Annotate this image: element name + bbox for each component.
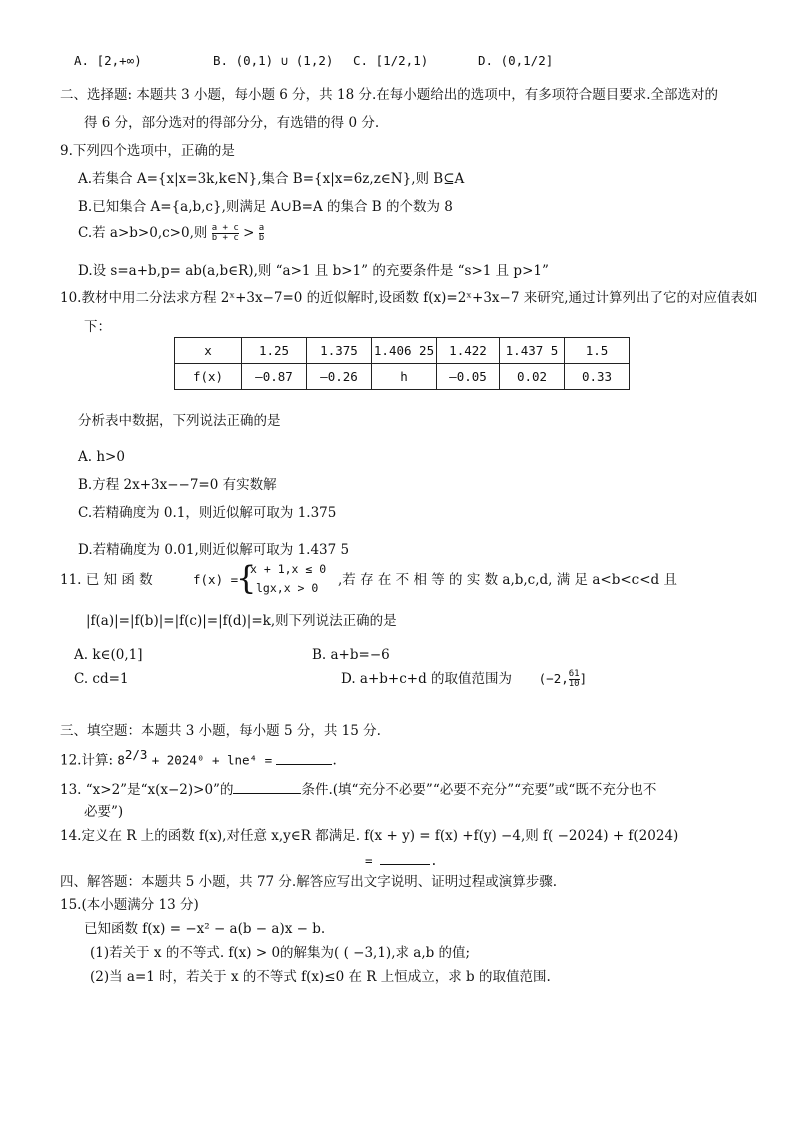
section4-heading: 四、解答题：本题共 5 小题，共 77 分.解答应写出文字说明、证明过程或演算步骤. — [60, 874, 558, 890]
q11-stem-post: ,若 存 在 不 相 等 的 实 数 a,b,c,d, 满 足 a<b<c<d 且 — [338, 572, 677, 588]
q9-c-op: > — [243, 225, 255, 241]
table-cell: 1.437 5 — [500, 338, 565, 364]
table-cell: 0.33 — [565, 364, 630, 390]
frac-numerator: 61 — [568, 669, 580, 679]
q15-part-2: (2)当 a=1 时，若关于 x 的不等式 f(x)≤0 在 R 上恒成立，求 b 的取值范围. — [90, 969, 551, 985]
q12 — [60, 746, 337, 770]
frac-denominator: 10 — [568, 679, 580, 689]
section3-heading: 三、填空题：本题共 3 小题，每小题 5 分，共 15 分. — [60, 723, 381, 739]
q14-answer-blank[interactable] — [380, 851, 430, 865]
table-cell: —0.87 — [242, 364, 307, 390]
q9-c-fraction-1 — [212, 224, 239, 243]
q14-equals: = — [365, 853, 373, 868]
q13-cont: 必要”) — [84, 804, 124, 820]
q11-d-range-right: ] — [579, 671, 588, 686]
q11-option-d — [341, 670, 587, 689]
q13-answer-blank[interactable] — [233, 780, 301, 794]
table-cell: 1.422 — [437, 338, 500, 364]
q11-case-1: x + 1,x ≤ 0 — [250, 562, 327, 576]
q8-option-c: C. [1/2,1) — [353, 53, 429, 68]
table-cell: 1.5 — [565, 338, 630, 364]
q12-base: 8 — [117, 752, 125, 768]
q13-text-pre: 13. “x>2”是“x(x−2)>0”的 — [60, 782, 234, 798]
table-cell: 1.406 25 — [372, 338, 437, 364]
table-cell: x — [175, 338, 242, 364]
q8-option-b: B. (0,1) ∪ (1,2) — [213, 53, 334, 68]
q10-analysis: 分析表中数据，下列说法正确的是 — [78, 413, 281, 429]
q14-period: . — [430, 853, 438, 868]
table-cell: f(x) — [175, 364, 242, 390]
q12-expression: + 2024⁰ + lne⁴ = — [151, 752, 273, 768]
q11-option-c: C. cd=1 — [74, 671, 129, 687]
q8-option-d: D. (0,1/2] — [478, 53, 554, 68]
q11-option-b: B. a+b=−6 — [312, 647, 390, 663]
q11-brace: { — [236, 559, 257, 597]
q14-answer — [365, 851, 438, 870]
q11-d-fraction — [569, 670, 580, 689]
table-row-fx — [175, 364, 630, 390]
q12-period: . — [332, 752, 337, 769]
q9-option-b: B.已知集合 A={a,b,c},则满足 A∪B=A 的集合 B 的个数为 8 — [78, 199, 453, 215]
q12-answer-blank[interactable] — [276, 751, 332, 765]
q9-option-c — [78, 224, 264, 243]
table-row-x — [175, 338, 630, 364]
table-cell: h — [372, 364, 437, 390]
section2-scoring: 得 6 分，部分选对的得部分分，有选错的得 0 分. — [84, 115, 380, 131]
q15-part-1: (1)若关于 x 的不等式. f(x) > 0的解集为( ( −3,1),求 a,b 的值; — [90, 945, 471, 961]
table-cell: —0.05 — [437, 364, 500, 390]
table-cell: 1.25 — [242, 338, 307, 364]
q8-option-a: A. [2,+∞) — [74, 53, 142, 68]
q11-d-range-left: (−2, — [538, 671, 569, 686]
q11-fx: f(x) = — [193, 572, 239, 587]
q9-option-a: A.若集合 A={x|x=3k,k∈N},集合 B={x|x=6z,z∈N},则 B⊆A — [78, 171, 465, 187]
table-cell: 0.02 — [500, 364, 565, 390]
q11-stem-pre: 11. 已 知 函 数 — [60, 572, 153, 588]
q13 — [60, 780, 656, 799]
q9-stem: 9.下列四个选项中，正确的是 — [60, 143, 235, 159]
frac-numerator: a + c — [211, 223, 239, 233]
q10-stem-cont: 下： — [84, 319, 111, 335]
q11-option-a: A. k∈(0,1] — [74, 647, 143, 663]
q10-option-c: C.若精确度为 0.1，则近似解可取为 1.375 — [78, 505, 337, 521]
q9-c-text: C.若 a>b>0,c>0,则 — [78, 225, 208, 241]
q15-title: 15.(本小题满分 13 分) — [60, 897, 199, 913]
table-cell: 1.375 — [307, 338, 372, 364]
q12-exponent: 2/3 — [124, 747, 148, 762]
section2-heading: 二、选择题: 本题共 3 小题，每小题 6 分，共 18 分.在每小题给出的选项中，有多项符合题目要求.全部选对的 — [60, 87, 719, 103]
q10-value-table — [174, 337, 630, 390]
q14-stem: 14.定义在 R 上的函数 f(x),对任意 x,y∈R 都满足. f(x + y) = f(x) +f(y) −4,则 f( −2024) + f(2024) — [60, 828, 679, 844]
q13-text-post: 条件.(填“充分不必要”“必要不充分”“充要”或“既不充分也不 — [301, 782, 657, 798]
q9-c-fraction-2 — [259, 224, 264, 243]
q10-option-a: A. h>0 — [78, 449, 125, 465]
table-cell: —0.26 — [307, 364, 372, 390]
frac-numerator: a — [258, 223, 265, 233]
q15-given: 已知函数 f(x) = −x² − a(b − a)x − b. — [84, 921, 326, 937]
q10-option-d: D.若精确度为 0.01,则近似解可取为 1.437 5 — [78, 542, 350, 558]
q11-d-text: D. a+b+c+d 的取值范围为 — [341, 671, 513, 687]
q9-option-d: D.设 s=a+b,p= ab(a,b∈R),则 “a>1 且 b>1” 的充要条件是 “s>1 且 p>1” — [78, 263, 549, 279]
q10-stem: 10.教材中用二分法求方程 2ˣ+3x−7=0 的近似解时,设函数 f(x)=2ˣ+3x−7 来研究,通过计算列出了它的对应值表如 — [60, 290, 758, 306]
q11-condition: |f(a)|=|f(b)|=|f(c)|=|f(d)|=k,则下列说法正确的是 — [86, 613, 397, 629]
q10-option-b: B.方程 2x+3x−−7=0 有实数解 — [78, 477, 277, 493]
frac-denominator: b — [258, 233, 265, 243]
frac-denominator: b + c — [211, 233, 239, 243]
q12-label: 12.计算: — [60, 752, 114, 769]
q11-case-2: lgx,x > 0 — [256, 581, 319, 595]
